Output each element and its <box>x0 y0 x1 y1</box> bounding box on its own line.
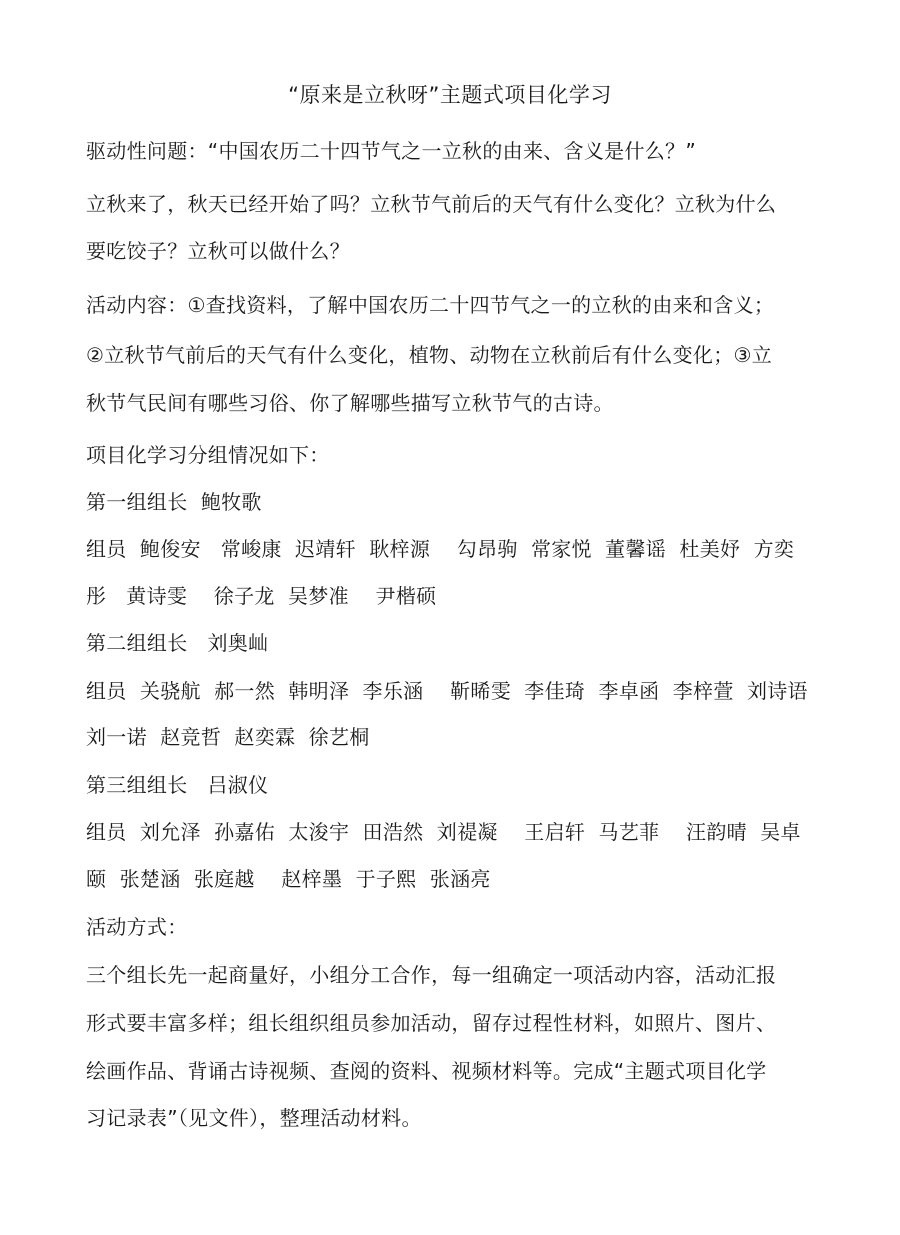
group-3-members-line-2: 颐 张楚涵 张庭越 赵梓墨 于子熙 张涵亮 <box>86 867 491 891</box>
group-2-members-line-1: 组员 关骁航 郝一然 韩明泽 李乐涵 靳晞雯 李佳琦 李卓函 李梓萱 刘诗语 <box>86 679 808 703</box>
group-3-members-line-1: 组员 刘允泽 孙嘉佑 太浚宇 田浩然 刘禔凝 王启轩 马艺菲 汪韵晴 吴卓 <box>86 820 801 844</box>
question-line-1: 立秋来了，秋天已经开始了吗？立秋节气前后的天气有什么变化？立秋为什么 <box>86 192 777 216</box>
group-1-leader: 第一组组长 鲍牧歌 <box>86 490 262 514</box>
grouping-intro: 项目化学习分组情况如下： <box>86 443 330 467</box>
group-1-members-line-1: 组员 鲍俊安 常峻康 迟靖轩 耿梓源 勾昂驹 常家悦 董馨谣 杜美妤 方奕 <box>86 537 795 561</box>
group-1-members-line-2: 彤 黄诗雯 徐子龙 吴梦准 尹楷硕 <box>86 584 437 608</box>
question-line-2: 要吃饺子？立秋可以做什么？ <box>86 239 350 263</box>
group-2-leader: 第二组组长 刘奥屾 <box>86 631 269 655</box>
method-text-line-4: 习记录表”（见文件），整理活动材料。 <box>86 1106 422 1130</box>
method-label: 活动方式： <box>86 915 188 939</box>
activity-content-line-1: 活动内容：①查找资料，了解中国农历二十四节气之一的立秋的由来和含义； <box>86 293 775 317</box>
driving-question: 驱动性问题：“中国农历二十四节气之一立秋的由来、含义是什么？” <box>86 139 697 163</box>
group-3-leader: 第三组组长 吕淑仪 <box>86 773 269 797</box>
document-title: “原来是立秋呀”主题式项目化学习 <box>288 83 612 107</box>
method-text-line-3: 绘画作品、背诵古诗视频、查阅的资料、视频材料等。完成“主题式项目化学 <box>86 1059 767 1083</box>
activity-content-line-2: ②立秋节气前后的天气有什么变化，植物、动物在立秋前后有什么变化；③立 <box>86 343 773 367</box>
method-text-line-1: 三个组长先一起商量好，小组分工合作，每一组确定一项活动内容，活动汇报 <box>86 963 777 987</box>
group-2-members-line-2: 刘一诺 赵竞哲 赵奕霖 徐艺桐 <box>86 725 370 749</box>
activity-content-line-3: 秋节气民间有哪些习俗、你了解哪些描写立秋节气的古诗。 <box>86 391 614 415</box>
method-text-line-2: 形式要丰富多样；组长组织组员参加活动，留存过程性材料，如照片、图片、 <box>86 1011 777 1035</box>
